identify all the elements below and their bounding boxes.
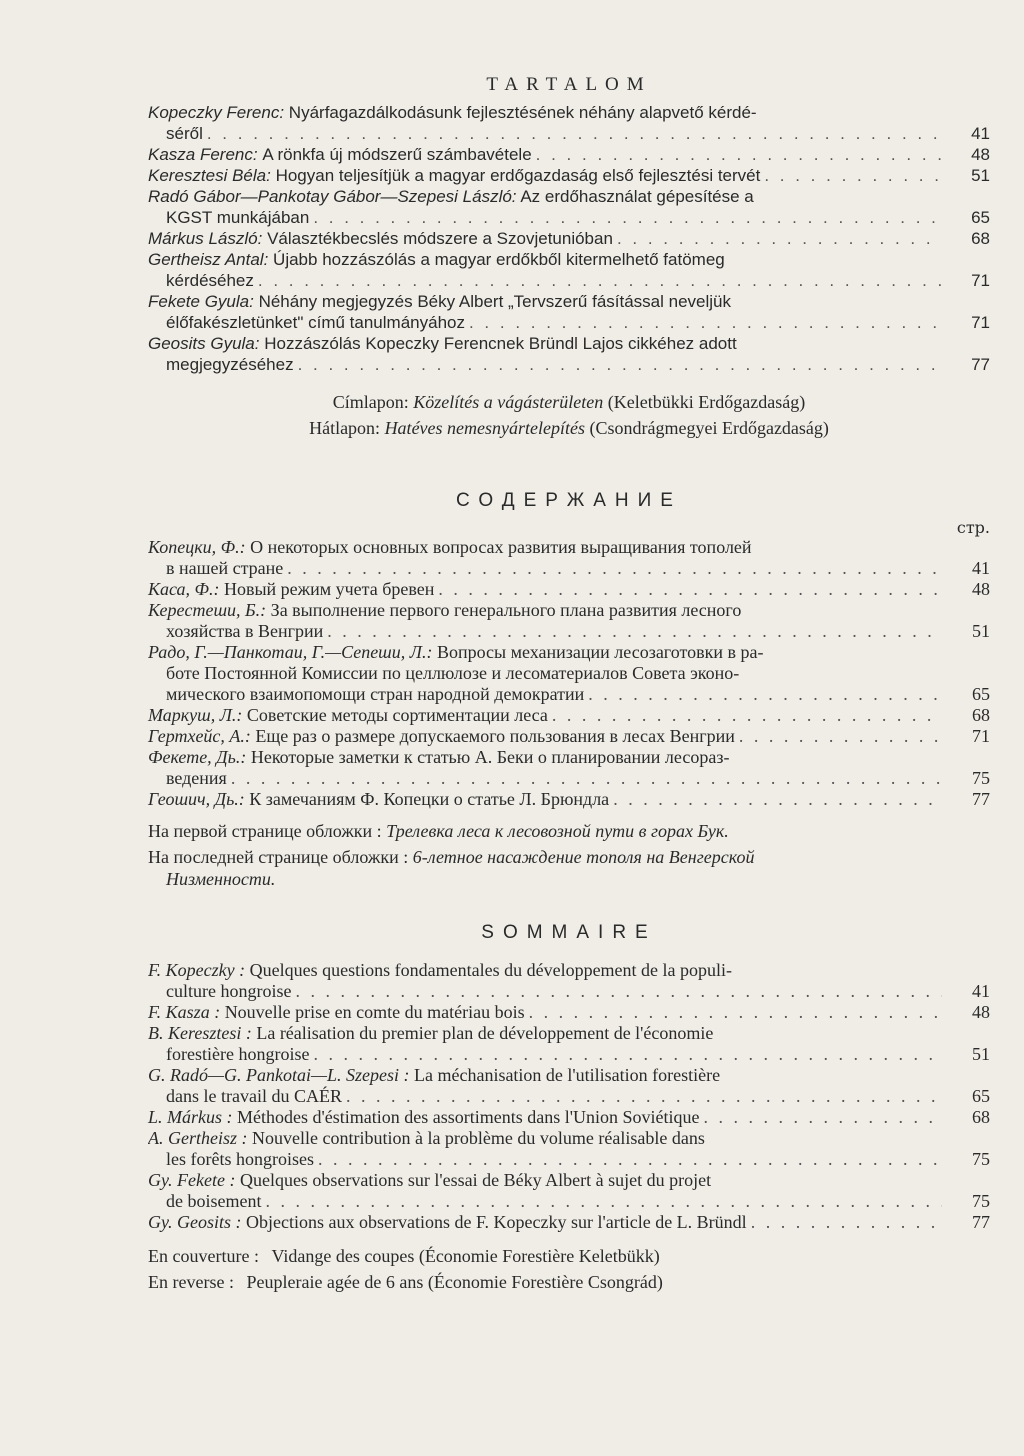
toc-entry-title: О некоторых основных вопросах развития выращивания тополей [250,537,752,557]
toc-entry-title: culture hongroise [166,981,292,1001]
toc-entry-last-line [148,705,942,726]
toc-entry-page-number: 77 [971,355,990,374]
toc-entry-page-number: 51 [971,166,990,185]
toc-entry-last-line [148,228,942,249]
toc-entry-title: К замечаниям Ф. Копецки о статье Л. Брюндла [249,789,610,809]
toc-entry-author: Keresztesi Béla: [148,166,271,185]
cover-back-note [148,417,990,439]
toc-entry [148,642,990,705]
soderzhanie-heading: СОДЕРЖАНИЕ [456,490,682,511]
toc-entry-last-line [148,1086,942,1107]
toc-entry [148,1128,990,1170]
toc-entry-page-number: 41 [971,124,990,143]
toc-entry-line [148,102,942,123]
toc-entry-line [148,333,942,354]
toc-entry-title: в нашей стране [166,558,284,578]
toc-entry [148,102,990,144]
toc-entry-author: Fekete Gyula: [148,292,254,311]
toc-entry-page-number: 48 [972,579,990,599]
toc-entry-title: боте Постоянной Комиссии по целлюлозе и лесоматериалов Совета эконо- [166,663,740,683]
fr-note-front-text: Vidange des coupes (Économie Forestière Keletbükk) [271,1246,660,1266]
toc-entry-title: La réalisation du premier plan de développement de l'économie [256,1023,714,1043]
sommaire-entries [148,960,990,1233]
toc-entry-author: Kasza Ferenc: [148,145,258,164]
ru-note-front-label: На первой странице обложки : [148,821,382,841]
dot-leader [613,789,942,810]
toc-entry-title: megjegyzéséhez [166,355,294,374]
toc-entry [148,186,990,228]
toc-entry [148,228,990,249]
toc-entry [148,579,990,600]
toc-entry-last-line [148,1212,942,1233]
toc-entry-author: G. Radó—G. Pankotai—L. Szepesi : [148,1065,410,1085]
toc-entry-author: Gy. Fekete : [148,1170,236,1190]
toc-entry-title: Вопросы механизации лесозаготовки в ра- [436,642,764,662]
toc-entry-author: Каса, Ф.: [148,579,220,599]
toc-entry-author: L. Márkus : [148,1107,233,1127]
toc-entry-line [148,1023,942,1044]
toc-entry-title: Választékbecslés módszere a Szovjetunióban [267,229,613,248]
dot-leader [258,270,942,291]
toc-entry-page-number: 71 [972,726,990,746]
dot-leader [438,579,942,600]
toc-entry-author: Radó Gábor—Pankotay Gábor—Szepesi László: [148,187,517,206]
toc-entry [148,1065,990,1107]
toc-entry-line [148,291,942,312]
ru-note-back-text-cont: Низменности. [166,869,276,889]
toc-entry-last-line [148,981,942,1002]
toc-entry-author: B. Keresztesi : [148,1023,252,1043]
toc-entry-line [148,1128,942,1149]
dot-leader [207,123,942,144]
toc-entry-author: A. Gertheisz : [148,1128,248,1148]
dot-leader [287,558,942,579]
sommaire-section [148,922,990,1293]
cover-back-source: (Csondrágmegyei Erdőgazdaság) [589,418,829,438]
toc-entry [148,165,990,186]
soderzhanie-entries [148,537,990,810]
fr-note-back-text: Peupleraie agée de 6 ans (Économie Forestière Csongrád) [246,1272,663,1292]
dot-leader [298,354,942,375]
toc-entry-last-line [148,1191,942,1212]
toc-entry [148,291,990,333]
toc-entry-last-line [148,354,942,375]
toc-entry [148,1212,990,1233]
dot-leader [703,1107,942,1128]
toc-entry-title: forestière hongroise [166,1044,310,1064]
toc-entry-title: La méchanisation de l'utilisation forestière [413,1065,721,1085]
toc-entry-page-number: 68 [972,1107,990,1127]
toc-entry-author: Маркуш, Л.: [148,705,243,725]
fr-note-back [148,1271,990,1293]
toc-entry-title: Nouvelle contribution à la problème du volume réalisable dans [251,1128,705,1148]
cover-front-note [148,391,990,413]
toc-entry [148,1107,990,1128]
toc-entry-last-line [148,684,942,705]
toc-entry-last-line [148,726,942,747]
toc-entry-author: Гертхейс, А.: [148,726,251,746]
toc-entry-author: Geosits Gyula: [148,334,260,353]
toc-entry-last-line [148,1149,942,1170]
toc-entry-line [148,747,942,768]
toc-entry-author: Кереcтеши, Б.: [148,600,267,620]
ru-note-front [148,820,990,842]
dot-leader [552,705,942,726]
toc-entry-title: мического взаимопомощи стран народной демократии [166,684,585,704]
toc-entry-last-line [148,579,942,600]
cover-back-title: Hatéves nemesnyártelepítés [384,418,585,438]
toc-entry-line [148,663,942,684]
toc-entry-last-line [148,621,942,642]
toc-entry-last-line [148,123,942,144]
toc-entry-title: Az erdőhasználat gépesítése a [520,187,754,206]
toc-entry-page-number: 51 [972,621,990,641]
toc-entry [148,1002,990,1023]
dot-leader [231,768,942,789]
toc-entry [148,705,990,726]
toc-entry-line [148,960,942,981]
toc-entry-line [148,249,942,270]
page-column-label: стр. [956,518,990,537]
toc-entry-last-line [148,207,942,228]
toc-entry [148,249,990,291]
toc-entry-last-line [148,1107,942,1128]
toc-entry-title: Hogyan teljesítjük a magyar erdőgazdaság első fejlesztési tervét [275,166,761,185]
toc-entry-line [148,537,942,558]
tartalom-section [148,74,990,439]
fr-note-front-label: En couverture : [148,1246,259,1266]
toc-entry-title: dans le travail du CAÉR [166,1086,342,1106]
toc-entry [148,726,990,747]
toc-entry-page-number: 48 [971,145,990,164]
toc-entry-page-number: 65 [971,208,990,227]
toc-entry-title: Quelques observations sur l'essai de Béky Albert à sujet du projet [239,1170,712,1190]
toc-entry-title: Еще раз о размере допускаемого пользования в лесах Венгрии [255,726,735,746]
toc-entry [148,789,990,810]
toc-entry-line [148,1065,942,1086]
toc-entry-page-number: 75 [972,1191,990,1211]
toc-entry-title: Újabb hozzászólás a magyar erdőkből kitermelhető fatömeg [273,250,725,269]
ru-note-back-label: На последней странице обложки : [148,847,409,867]
toc-entry-title: За выполнение первого генерального плана развития лесного [270,600,742,620]
dot-leader [327,621,942,642]
fr-note-back-label: En reverse : [148,1272,234,1292]
toc-entry-page-number: 41 [972,558,990,578]
toc-entry [148,537,990,579]
toc-entry-last-line [148,1002,942,1023]
toc-entry-page-number: 71 [971,271,990,290]
dot-leader [313,207,942,228]
soderzhanie-section [148,490,990,890]
ru-note-front-text: Трелевка леса к лесовозной пути в горах Бук. [386,821,729,841]
toc-entry-page-number: 75 [972,768,990,788]
toc-entry [148,960,990,1002]
toc-entry-title: Новый режим учета бревен [223,579,435,599]
toc-entry-title: Objections aux observations de F. Kopeczky sur l'article de L. Bründl [246,1212,747,1232]
toc-entry [148,600,990,642]
toc-entry-last-line [148,558,942,579]
toc-entry-author: Márkus László: [148,229,263,248]
dot-leader [295,981,942,1002]
toc-entry-author: Радо, Г.—Панкотаи, Г.—Сепеши, Л.: [148,642,433,662]
toc-entry-page-number: 51 [972,1044,990,1064]
toc-entry [148,747,990,789]
dot-leader [588,684,942,705]
toc-entry-page-number: 65 [972,1086,990,1106]
toc-entry-title: хозяйства в Венгрии [166,621,324,641]
dot-leader [617,228,942,249]
toc-entry-title: Советские методы сортиментации леса [246,705,548,725]
toc-entry [148,333,990,375]
toc-entry-last-line [148,270,942,291]
toc-entry-title: Некоторые заметки к статью А. Беки о планировании лесораз- [250,747,730,767]
toc-entry-title: les forêts hongroises [166,1149,314,1169]
toc-entry-last-line [148,768,942,789]
toc-entry-title: ведения [166,768,227,788]
toc-entry-author: Копецки, Ф.: [148,537,246,557]
cover-front-title: Közelítés a vágásterületen [413,392,604,412]
toc-entry [148,1170,990,1212]
dot-leader [739,726,942,747]
toc-entry-title: de boisement [166,1191,262,1211]
dot-leader [751,1212,942,1233]
toc-entry-author: F. Kasza : [148,1002,221,1022]
toc-entry-last-line [148,165,942,186]
ru-note-back-text: 6-летное насаждение тополя на Венгерской [412,847,755,867]
dot-leader [265,1191,942,1212]
dot-leader [346,1086,942,1107]
toc-entry-author: Геошич, Дь.: [148,789,245,809]
dot-leader [469,312,942,333]
toc-entry-page-number: 68 [971,229,990,248]
toc-entry [148,144,990,165]
cover-front-label: Címlapon: [332,392,409,412]
toc-entry-page-number: 77 [972,789,990,809]
ru-note-back [148,846,990,890]
toc-entry-page-number: 75 [972,1149,990,1169]
toc-entry-page-number: 71 [971,313,990,332]
toc-entry-last-line [148,312,942,333]
toc-entry-page-number: 77 [972,1212,990,1232]
toc-entry-page-number: 48 [972,1002,990,1022]
toc-entry-last-line [148,789,942,810]
toc-entry-line [148,1170,942,1191]
cover-front-source: (Keletbükki Erdőgazdaság) [607,392,806,412]
toc-entry-author: Gertheisz Antal: [148,250,269,269]
toc-entry-title: Nyárfagazdálkodásunk fejlesztésének néhány alapvető kérdé- [288,103,757,122]
toc-entry-title: Quelques questions fondamentales du développement de la populi- [249,960,733,980]
toc-entry-line [148,186,942,207]
toc-entry-title: Nouvelle prise en comte du matériau bois [224,1002,525,1022]
cover-back-label: Hátlapon: [309,418,381,438]
toc-entry-author: Gy. Geosits : [148,1212,242,1232]
toc-entry-last-line [148,1044,942,1065]
toc-entry-author: F. Kopeczky : [148,960,246,980]
toc-entry-title: Méthodes d'éstimation des assortiments dans l'Union Soviétique [237,1107,700,1127]
toc-entry-line [148,642,942,663]
dot-leader [536,144,942,165]
dot-leader [764,165,942,186]
fr-note-front [148,1245,990,1267]
toc-entry [148,1023,990,1065]
toc-entry-title: Néhány megjegyzés Béky Albert „Tervszerű fásítással neveljük [258,292,732,311]
dot-leader [318,1149,942,1170]
tartalom-heading: TARTALOM [486,74,652,95]
dot-leader [313,1044,942,1065]
toc-entry-last-line [148,144,942,165]
toc-entry-page-number: 65 [972,684,990,704]
toc-entry-author: Kopeczky Ferenc: [148,103,285,122]
toc-entry-title: kérdéséhez [166,271,254,290]
sommaire-heading: SOMMAIRE [481,922,657,943]
toc-entry-page-number: 41 [972,981,990,1001]
tartalom-entries [148,102,990,375]
toc-entry-title: séről [166,124,203,143]
toc-entry-line [148,600,942,621]
toc-entry-title: KGST munkájában [166,208,310,227]
toc-entry-author: Фекете, Дь.: [148,747,247,767]
dot-leader [529,1002,942,1023]
toc-entry-title: élőfakészletünket" című tanulmányához [166,313,465,332]
toc-entry-page-number: 68 [972,705,990,725]
toc-entry-title: A rönkfa új módszerű számbavétele [262,145,532,164]
toc-entry-title: Hozzászólás Kopeczky Ferencnek Bründl Lajos cikkéhez adott [264,334,737,353]
